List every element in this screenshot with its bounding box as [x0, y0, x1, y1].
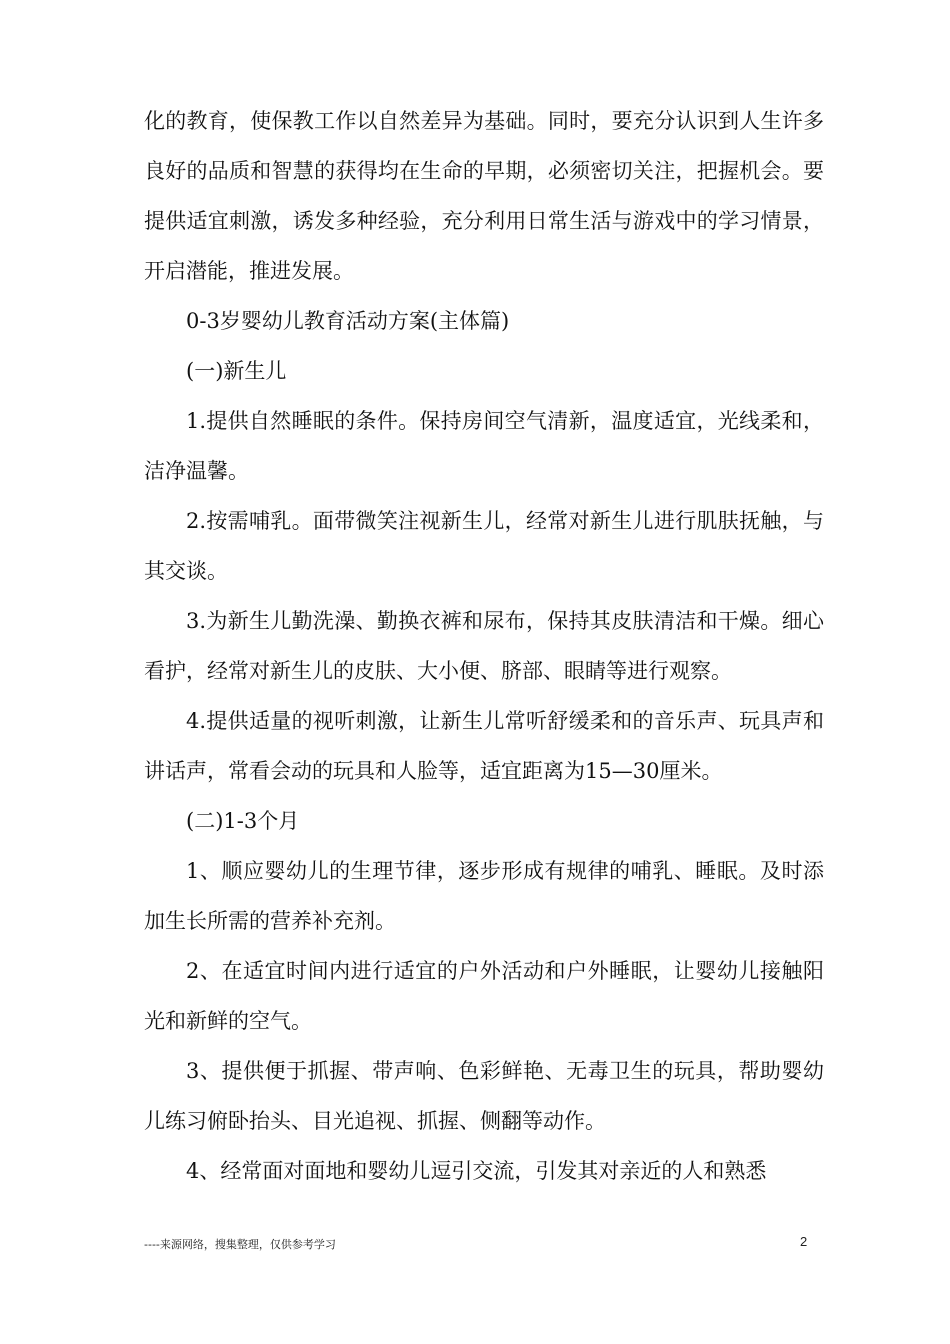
- list-item: 2、在适宜时间内进行适宜的户外活动和户外睡眠，让婴幼儿接触阳光和新鲜的空气。: [144, 959, 824, 1033]
- footer-source-note: ----来源网络，搜集整理，仅供参考学习: [144, 1238, 336, 1251]
- subsection-heading: (二)1-3个月: [186, 809, 300, 833]
- list-item: 2.按需哺乳。面带微笑注视新生儿，经常对新生儿进行肌肤抚触，与其交谈。: [144, 509, 824, 583]
- body-text: [144, 96, 824, 1196]
- list-item: 4、经常面对面地和婴幼儿逗引交流，引发其对亲近的人和熟悉: [186, 1159, 767, 1183]
- list-item: 3、提供便于抓握、带声响、色彩鲜艳、无毒卫生的玩具，帮助婴幼儿练习俯卧抬头、目光追视、抓握、侧翻等动作。: [144, 1059, 824, 1133]
- page-number: 2: [800, 1234, 808, 1249]
- subsection-heading: (一)新生儿: [186, 359, 287, 383]
- section-heading: 0-3岁婴幼儿教育活动方案(主体篇): [186, 309, 510, 333]
- list-item: 1.提供自然睡眠的条件。保持房间空气清新，温度适宜，光线柔和，洁净温馨。: [144, 409, 824, 483]
- paragraph: 化的教育，使保教工作以自然差异为基础。同时，要充分认识到人生许多良好的品质和智慧的获得均在生命的早期，必须密切关注，把握机会。要提供适宜刺激，诱发多种经验，充分利用日常生活与游戏中的学习情景，开启潜能，推进发展。: [144, 109, 824, 283]
- list-item: 4.提供适量的视听刺激，让新生儿常听舒缓柔和的音乐声、玩具声和讲话声，常看会动的玩具和人脸等，适宜距离为15—30厘米。: [144, 709, 824, 783]
- list-item: 1、顺应婴幼儿的生理节律，逐步形成有规律的哺乳、睡眠。及时添加生长所需的营养补充剂。: [144, 859, 824, 933]
- list-item: 3.为新生儿勤洗澡、勤换衣裤和尿布，保持其皮肤清洁和干燥。细心看护，经常对新生儿的皮肤、大小便、脐部、眼睛等进行观察。: [144, 609, 824, 683]
